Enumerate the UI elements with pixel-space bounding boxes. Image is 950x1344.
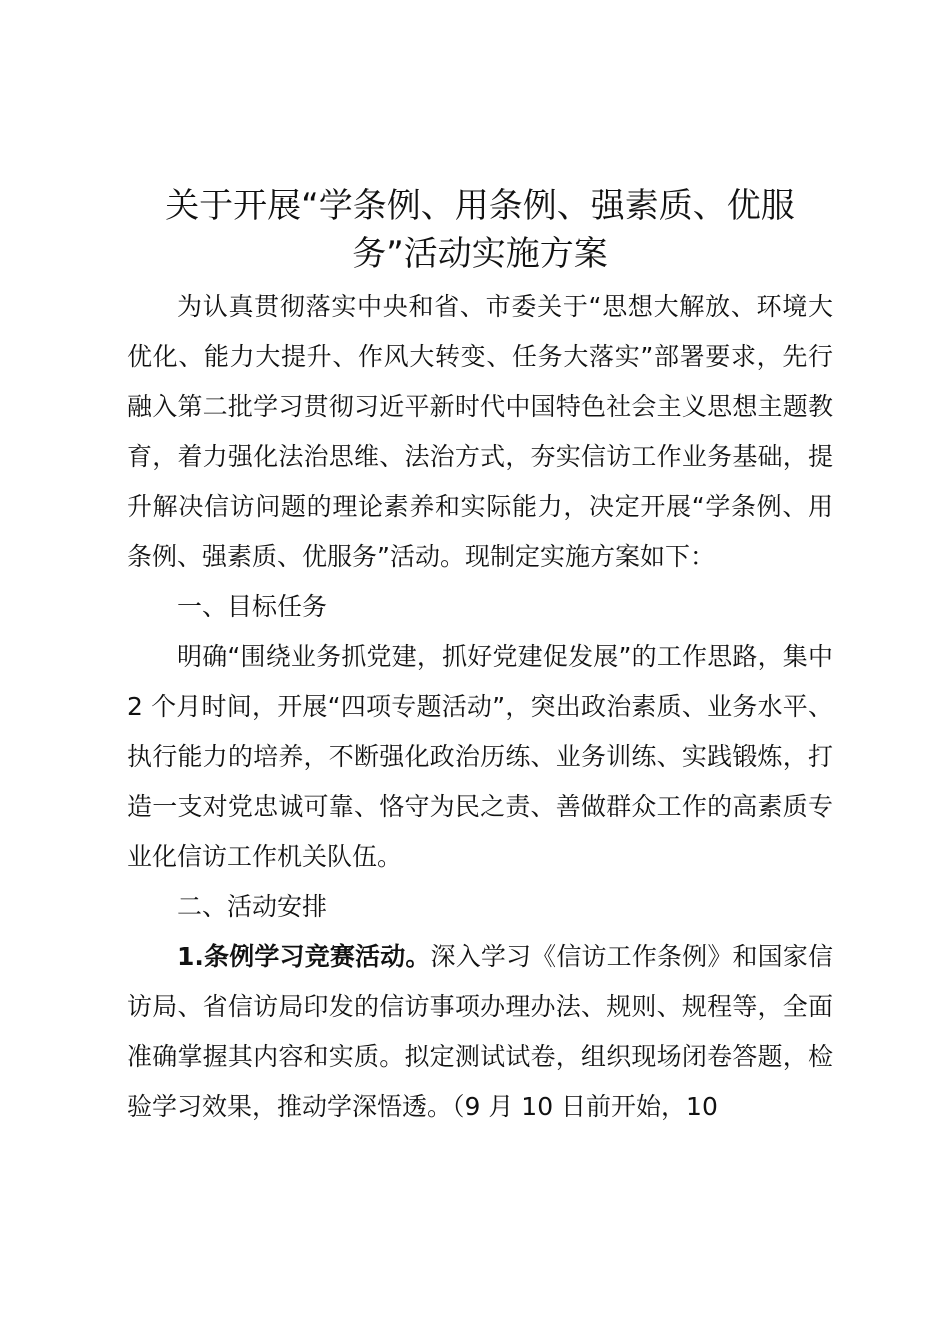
title-line-1: 关于开展“学条例、用条例、强素质、优服	[165, 186, 795, 226]
document-body	[127, 282, 833, 1132]
activity-item-1	[127, 932, 833, 1132]
section-heading-activities: 二、活动安排	[177, 892, 328, 921]
intro-paragraph: 为认真贯彻落实中央和省、市委关于“思想大解放、环境大优化、能力大提升、作风大转变、任务大落实”部署要求，先行融入第二批学习贯彻习近平新时代中国特色社会主义思想主题教育，着力强化法治思维、法治方式，夯实信访工作业务基础，提升解决信访问题的理论素养和实际能力，决定开展“学条例、用条例、强素质、优服务”活动。现制定实施方案如下：	[127, 292, 833, 571]
activity-item-1-text: 深入学习《信访工作条例》和国家信访局、省信访局印发的信访事项办理办法、规则、规程等，全面准确掌握其内容和实质。拟定测试试卷，组织现场闭卷答题，检验学习效果，推动学深悟透。（9 月 10 日前开始，10	[127, 942, 833, 1121]
activity-item-1-title: 1.条例学习竞赛活动。	[177, 942, 431, 971]
section-heading-goals: 一、目标任务	[177, 592, 328, 621]
document-title	[120, 182, 840, 278]
goals-paragraph: 明确“围绕业务抓党建，抓好党建促发展”的工作思路，集中 2 个月时间，开展“四项专题活动”，突出政治素质、业务水平、执行能力的培养，不断强化政治历练、业务训练、实践锻炼，打造一支对党忠诚可靠、恪守为民之责、善做群众工作的高素质专业化信访工作机关队伍。	[127, 642, 833, 871]
title-line-2: 务”活动实施方案	[352, 234, 608, 274]
